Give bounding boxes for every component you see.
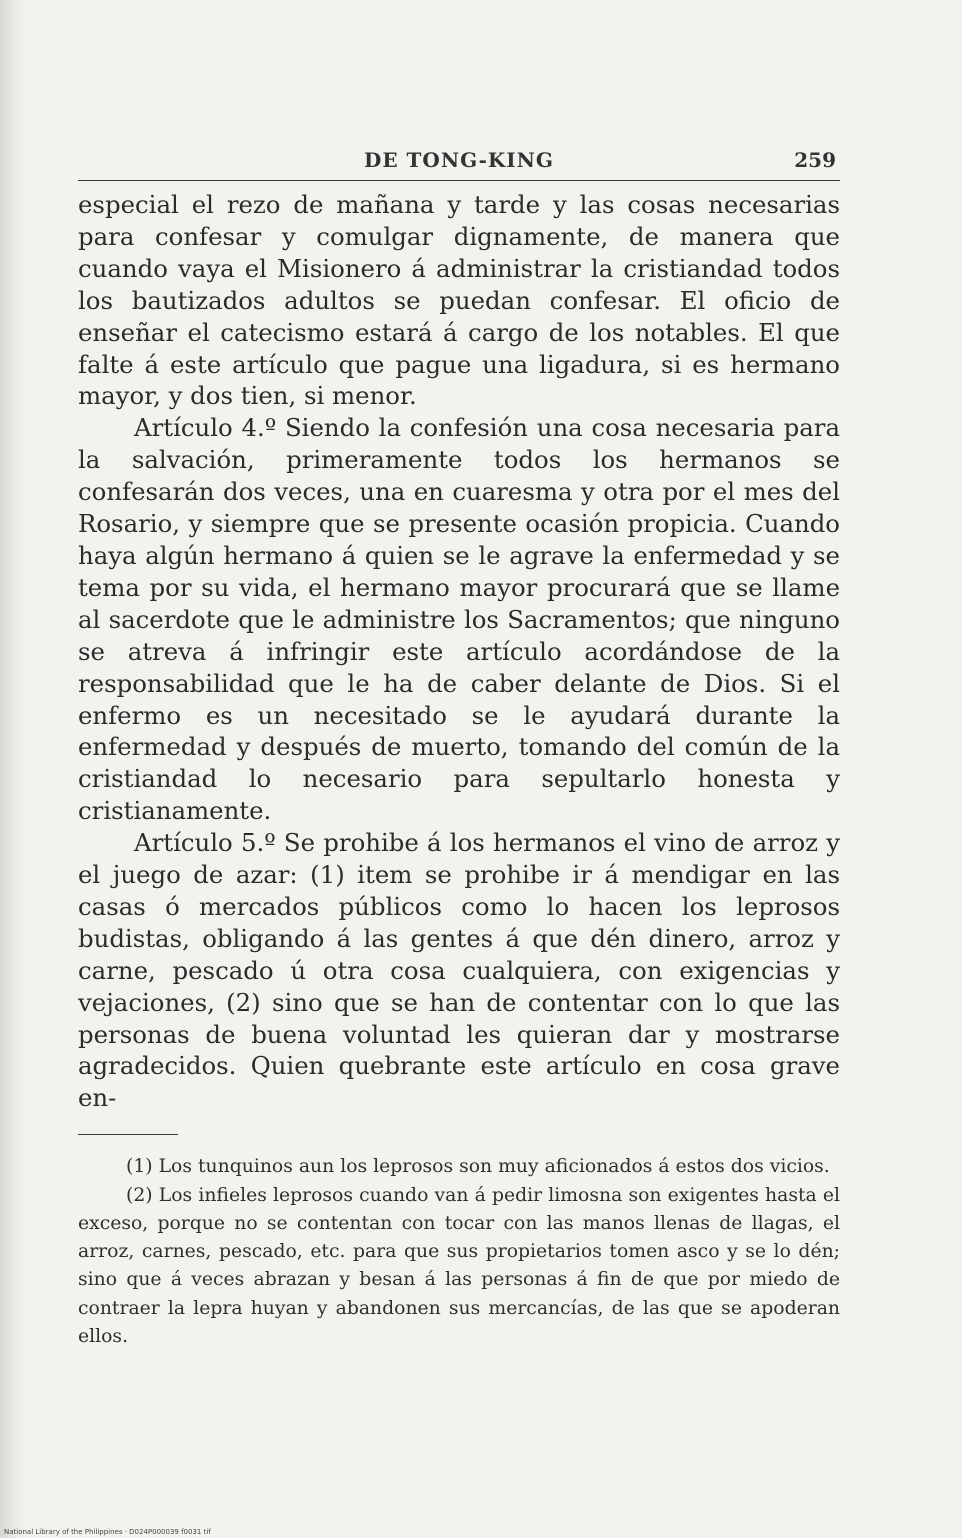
book-page bbox=[78, 140, 840, 1351]
paragraph-continuation: especial el rezo de mañana y tarde y las cosas necesarias para confesar y comulgar dignamente, de manera que cuando vaya el Misionero á administrar la cristiandad todos los bautizados adultos se puedan confesar. El oficio de enseñar el catecismo estará á cargo de los notables. El que falte á este artículo que pague una ligadura, si es hermano mayor, y dos tien, si menor. bbox=[78, 190, 840, 411]
running-head-title: DE TONG-KING bbox=[364, 148, 554, 172]
scan-page-edge bbox=[0, 0, 26, 1538]
scan-caption: National Library of the Philippines · D024P000039 f0031 tif bbox=[4, 1528, 211, 1536]
footnote-2: (2) Los infieles leprosos cuando van á pedir limosna son exigentes hasta el exceso, porque no se contentan con tocar con las manos llenas de llagas, el arroz, carnes, pescado, etc. para que sus propietarios tomen asco y se lo dén; sino que á veces abrazan y besan á las personas á fin de que por miedo de contraer la lepra huyan y abandonen sus mercancías, de las que se apoderan ellos. bbox=[78, 1184, 840, 1348]
paragraph-article-5: Artículo 5.º Se prohibe á los hermanos el vino de arroz y el juego de azar: (1) item se prohibe ir á mendigar en las casas ó mercados públicos como lo hacen los leprosos budistas, obligando á las gentes á que dén dinero, arroz y carne, pescado ú otra cosa cualquiera, con exigencias y vejaciones, (2) sino que se han de contentar con lo que las personas de buena voluntad les quieran dar y mostrarse agradecidos. Quien quebrante este artículo en cosa grave en- bbox=[78, 828, 840, 1113]
page-number: 259 bbox=[794, 148, 836, 172]
footnote-1: (1) Los tunquinos aun los leprosos son muy aficionados á estos dos vicios. bbox=[126, 1156, 830, 1178]
footnote-divider bbox=[78, 1134, 178, 1135]
footnotes bbox=[78, 1153, 840, 1351]
paragraph-article-4: Artículo 4.º Siendo la confesión una cosa necesaria para la salvación, primeramente todos los hermanos se confesarán dos veces, una en cuaresma y otra por el mes del Rosario, y siempre que se presente ocasión propicia. Cuando haya algún hermano á quien se le agrave la enfermedad y se tema por su vida, el hermano mayor procurará que se llame al sacerdote que le administre los Sacramentos; que ninguno se atreva á infringir este artículo acordándose de la responsabilidad que le ha de caber delante de Dios. Si el enfermo es un necesitado se le ayudará durante la enfermedad y después de muerto, tomando del común de la cristiandad lo necesario para sepultarlo honesta y cristianamente. bbox=[78, 413, 840, 826]
running-head bbox=[78, 140, 840, 181]
body-text bbox=[78, 189, 840, 1114]
